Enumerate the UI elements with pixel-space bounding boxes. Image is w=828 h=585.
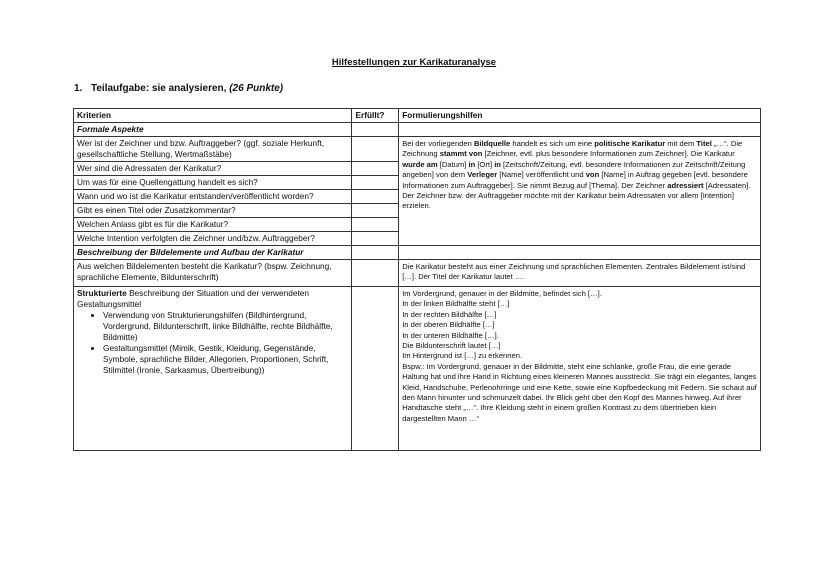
help-line: Im Hintergrund ist […] zu erkennen. <box>402 351 523 361</box>
help-text: [Datum] <box>437 159 469 169</box>
formal-help-cell <box>399 137 761 246</box>
fulfilled-cell <box>352 137 399 162</box>
task-heading <box>74 83 283 94</box>
section-title-elements: Beschreibung der Bildelemente und Aufbau der Karikatur <box>74 246 352 260</box>
table-row <box>74 137 761 162</box>
fulfilled-cell <box>352 190 399 204</box>
help-example: Bspw.: Im Vordergrund, genauer in der Bildmitte, steht eine schlanke, große Frau, die eine gerade Haltung hat und ihre Hand in Richtung eines kleineren Mannes ausstreckt. Sie trägt ein elegantes, langes Kleid, Handschuhe, Perlenohrringe und eine Kette, sowie eine Kopfbedeckung mit Federn. Sie schaut auf den Mann hinunter und schmunzelt dabei. Ihr Blick geht über den Kopf des Mannes hinweg. Auf ihrer Handtasche steht „…“. Ihre Kleidung steht in einem großen Kontrast zu dem übertrieben klein dargestellten Mann …“ <box>402 361 757 423</box>
section-row <box>74 246 761 260</box>
analysis-table <box>73 108 761 451</box>
criterion-cell: Um was für eine Quellengattung handelt es sich? <box>74 176 352 190</box>
help-text: [Name] in Auftrag gegeben [evtl. besondere Informationen zum Auftraggeber]. Sie nimmt Bezug auf [Thema]. Der Zeichner <box>402 170 748 190</box>
help-keyword: adressiert <box>667 180 704 190</box>
help-text: [Zeichner, evtl. plus besondere Informationen zum Zeichner]. Die Karikatur <box>482 149 735 159</box>
help-line: In der oberen Bildhälfte […] <box>402 320 495 330</box>
help-text: [Ort] <box>475 159 495 169</box>
task-points: (26 Punkte) <box>229 83 284 94</box>
help-keyword: Bildquelle <box>473 139 511 148</box>
task-label: Teilaufgabe: sie analysieren, <box>91 83 227 94</box>
criterion-cell: Wer sind die Adressaten der Karikatur? <box>74 162 352 176</box>
criterion-keyword: Strukturierte <box>77 288 127 298</box>
fulfilled-cell <box>352 232 399 246</box>
header-criteria: Kriterien <box>74 109 352 123</box>
list-item: • Gestaltungsmittel (Mimik, Gestik, Kleidung, Gegenstände, Symbole, sprachliche Bilder, Allegorien, Proportionen, Schrift, Stilmittel (Ironie, Sarkasmus, Übertreibung)) <box>103 343 348 376</box>
fulfilled-cell <box>352 218 399 232</box>
fulfilled-cell <box>352 176 399 190</box>
criterion-bullets <box>77 310 348 376</box>
criterion-cell: Wer ist der Zeichner und bzw. Auftraggeber? (ggf. soziale Herkunft, gesellschaftliche Stellung, Wertmaßstäbe) <box>74 137 352 162</box>
help-line: In der unteren Bildhälfte […]. <box>402 330 499 340</box>
criterion-cell: Wann und wo ist die Karikatur entstanden/veröffentlicht worden? <box>74 190 352 204</box>
empty-cell <box>399 123 761 137</box>
help-keyword: in <box>494 159 501 169</box>
help-text: Bei der vorliegenden <box>402 139 474 148</box>
document-title: Hilfestellungen zur Karikaturanalyse <box>331 57 497 68</box>
empty-cell <box>352 123 399 137</box>
help-line: Im Vordergrund, genauer in der Bildmitte, befindet sich […]. <box>402 289 602 298</box>
table-row <box>74 287 761 451</box>
help-keyword: wurde am <box>402 159 438 169</box>
help-keyword: Verleger <box>467 170 498 180</box>
criterion-text: Beschreibung der Situation und der verwendeten Gestaltungsmittel <box>77 288 309 309</box>
help-text: [Zeitschrift/Zeitung, evtl. besondere Informationen zur Zeitschrift/Zeitung angeben] von dem <box>402 159 746 180</box>
help-keyword: politische Karikatur <box>594 139 666 148</box>
help-text: [Adressaten]. Der Zeichner bzw. der Auftraggeber möchte mit der Karikatur beim Adressaten vor allem [Intention] erzielen. <box>402 180 751 211</box>
fulfilled-cell <box>352 204 399 218</box>
help-text: „…“. Die Zeichnung <box>402 139 743 159</box>
section-title-formal: Formale Aspekte <box>74 123 352 137</box>
help-keyword: stammt von <box>439 149 483 159</box>
criterion-cell: Welchen Anlass gibt es für die Karikatur? <box>74 218 352 232</box>
header-fulfilled: Erfüllt? <box>352 109 399 123</box>
help-line: In der linken Bildhälfte steht […] <box>402 299 510 309</box>
header-help: Formulierungshilfen <box>399 109 761 123</box>
section-row <box>74 123 761 137</box>
fulfilled-cell <box>352 162 399 176</box>
table-header-row <box>74 109 761 123</box>
fulfilled-cell <box>352 260 399 287</box>
help-line: In der rechten Bildhälfte […] <box>402 309 497 319</box>
structure-criterion-cell <box>74 287 352 451</box>
help-text: handelt es sich um eine <box>510 139 595 148</box>
empty-cell <box>399 246 761 260</box>
criterion-cell: Welche Intention verfolgten die Zeichner und/bzw. Auftraggeber? <box>74 232 352 246</box>
structure-help-cell <box>399 287 761 451</box>
criterion-cell: Aus welchen Bildelementen besteht die Karikatur? (bspw. Zeichnung, sprachliche Elemente, Bildunterschrift) <box>74 260 352 287</box>
help-keyword: von <box>585 170 600 180</box>
help-line: Die Bildunterschrift lautet […] <box>402 341 501 351</box>
empty-cell <box>352 246 399 260</box>
task-number: 1. <box>74 83 83 94</box>
help-keyword: Titel <box>696 139 712 148</box>
fulfilled-cell <box>352 287 399 451</box>
table-row <box>74 260 761 287</box>
criterion-cell: Gibt es einen Titel oder Zusatzkommentar? <box>74 204 352 218</box>
help-keyword: in <box>468 159 476 169</box>
help-text: [Name] veröffentlicht und <box>497 170 586 180</box>
help-text: mit dem <box>665 139 697 148</box>
list-item: • Verwendung von Strukturierungshilfen (Bildhintergrund, Vordergrund, Bildunterschrift, linke Bildhälfte, rechte Bildhälfte, Bildmitte) <box>103 310 348 343</box>
elements-help-cell: Die Karikatur besteht aus einer Zeichnung und sprachlichen Elementen. Zentrales Bildelement ist/sind […]. Der Titel der Karikatur lautet …. <box>399 260 761 287</box>
